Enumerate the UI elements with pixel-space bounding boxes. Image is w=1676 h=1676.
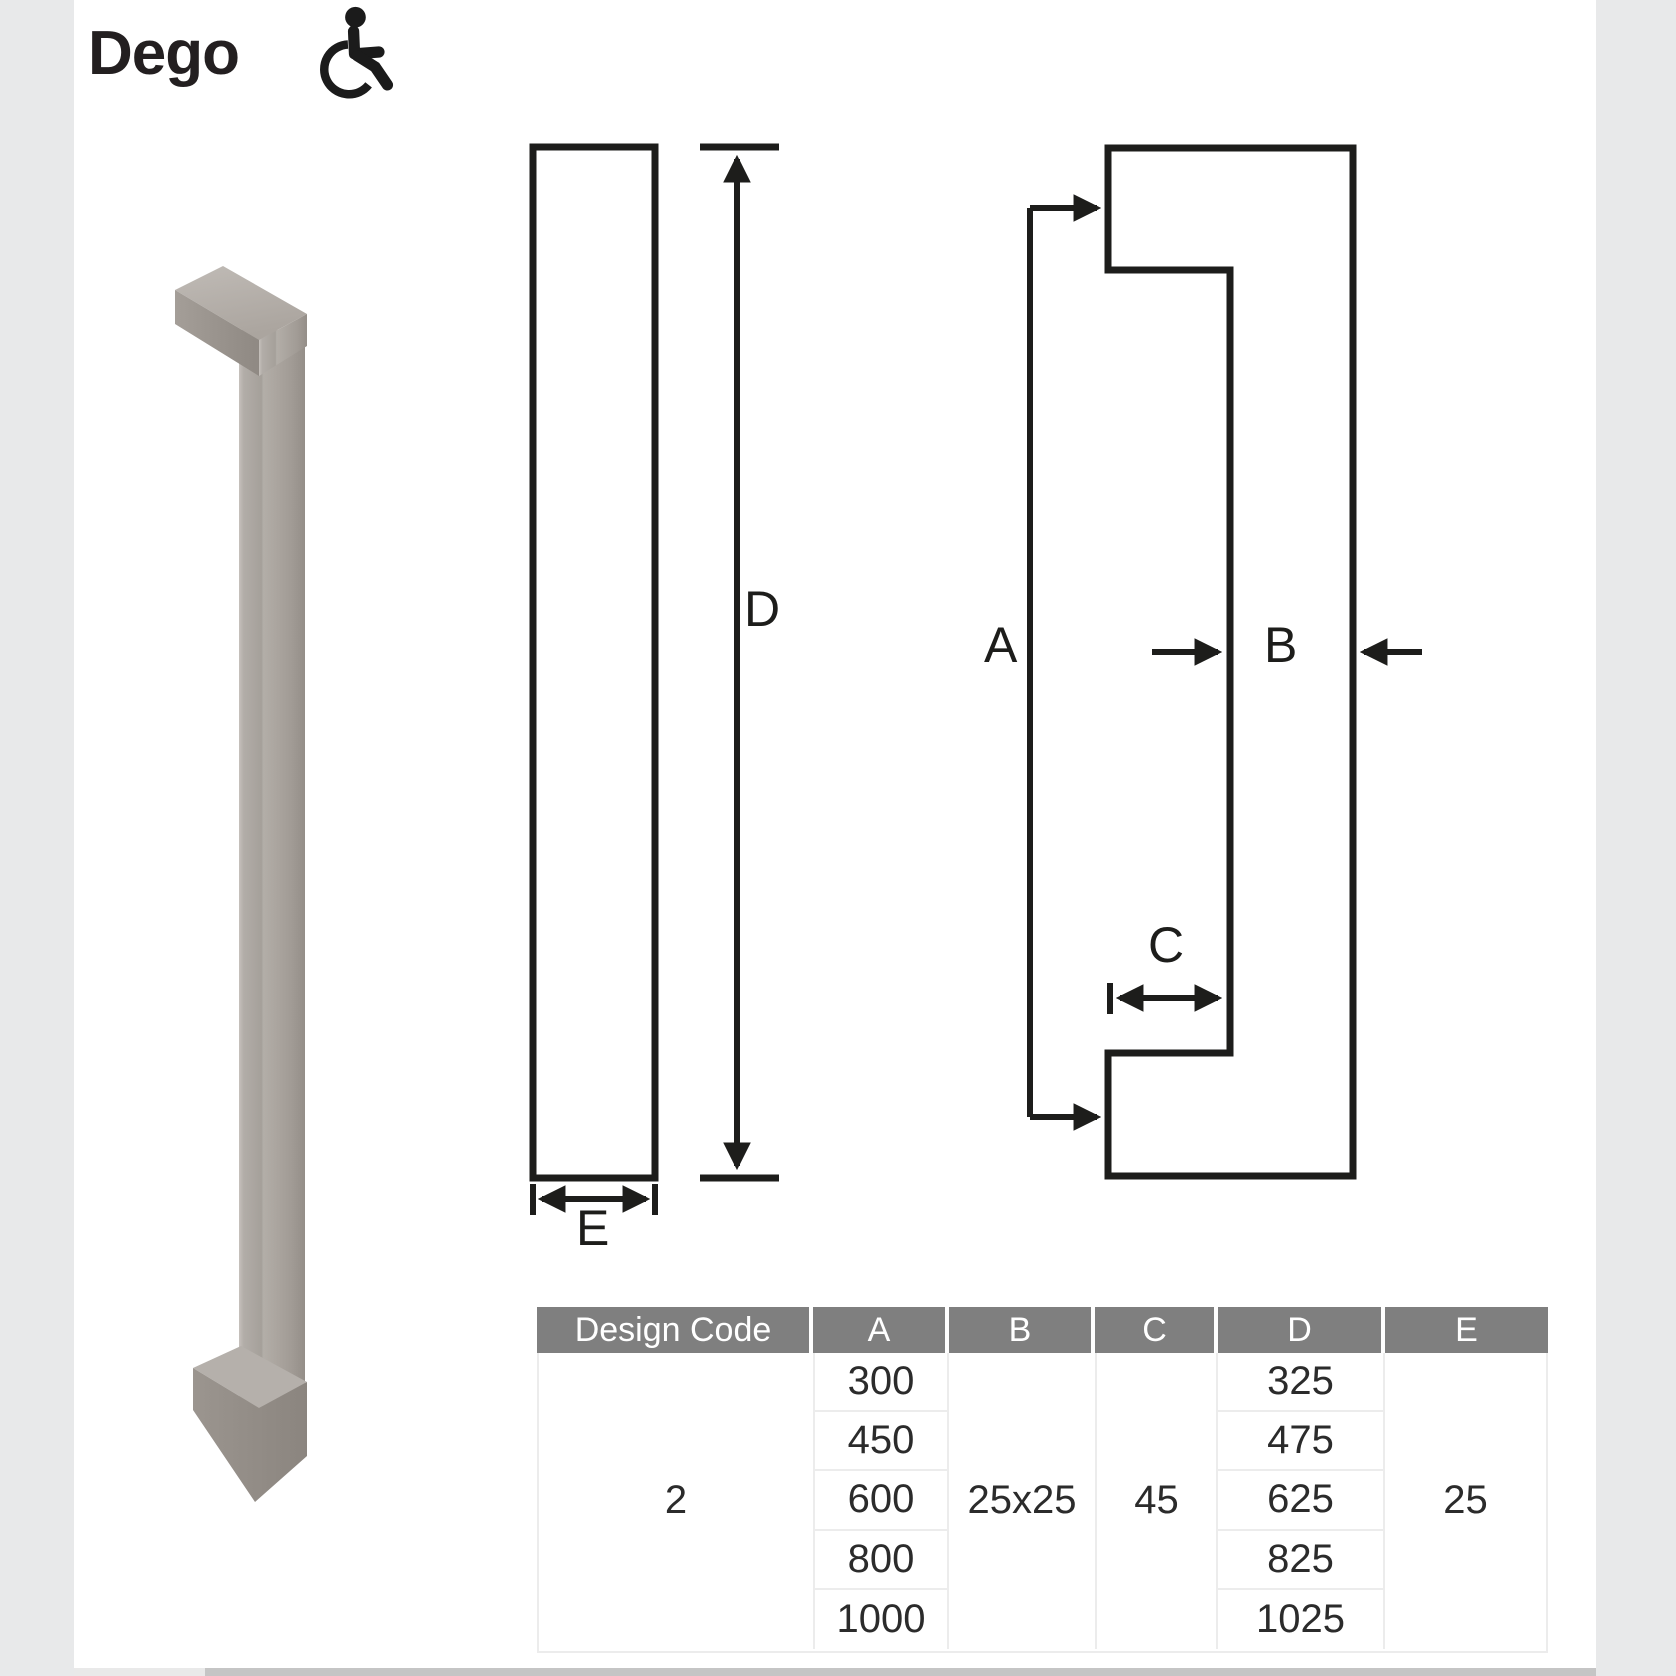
cell-a-1000: 1000: [813, 1590, 949, 1649]
spec-table-header: [537, 1307, 1548, 1353]
cell-a-600: 600: [813, 1471, 949, 1530]
side-view-outline: [1108, 148, 1353, 1176]
front-view-outline: [533, 147, 655, 1178]
header-b: B: [949, 1307, 1095, 1353]
cell-e-thickness: 25: [1443, 1478, 1488, 1523]
side-view-drawing: [960, 130, 1440, 1200]
cell-a-450: 450: [813, 1412, 949, 1471]
cell-design-code: 2: [664, 1478, 688, 1523]
header-a: A: [813, 1307, 949, 1353]
page-title: Dego: [88, 19, 239, 88]
right-page-margin: [1596, 0, 1676, 1676]
wheelchair-icon-head: [345, 7, 366, 28]
dimension-label-a: A: [984, 617, 1018, 673]
front-view-drawing: [500, 135, 800, 1225]
header-e: E: [1385, 1307, 1548, 1353]
header-design-code: Design Code: [537, 1307, 813, 1353]
dimension-label-b: B: [1264, 617, 1298, 673]
horizontal-scrollbar[interactable]: [74, 1668, 1596, 1676]
cell-d-1025: 1025: [1218, 1590, 1385, 1649]
cell-d-825: 825: [1218, 1531, 1385, 1590]
cell-d-475: 475: [1218, 1412, 1385, 1471]
cell-a-300: 300: [813, 1353, 949, 1412]
cell-d-325: 325: [1218, 1353, 1385, 1412]
cell-b-section: 25x25: [967, 1478, 1077, 1523]
horizontal-scrollbar-thumb[interactable]: [205, 1668, 1596, 1676]
product-photo: [163, 250, 323, 1520]
header-d: D: [1218, 1307, 1385, 1353]
cell-c-projection: 45: [1095, 1353, 1218, 1649]
wheelchair-icon: [300, 4, 394, 100]
header-c: C: [1095, 1307, 1218, 1353]
dimension-label-d: D: [744, 581, 781, 637]
dimension-label-e: E: [576, 1200, 610, 1256]
cell-d-625: 625: [1218, 1471, 1385, 1530]
cell-a-800: 800: [813, 1531, 949, 1590]
spec-table-body: [537, 1353, 1548, 1653]
left-page-margin: [0, 0, 74, 1676]
dimension-label-c: C: [1148, 917, 1185, 973]
